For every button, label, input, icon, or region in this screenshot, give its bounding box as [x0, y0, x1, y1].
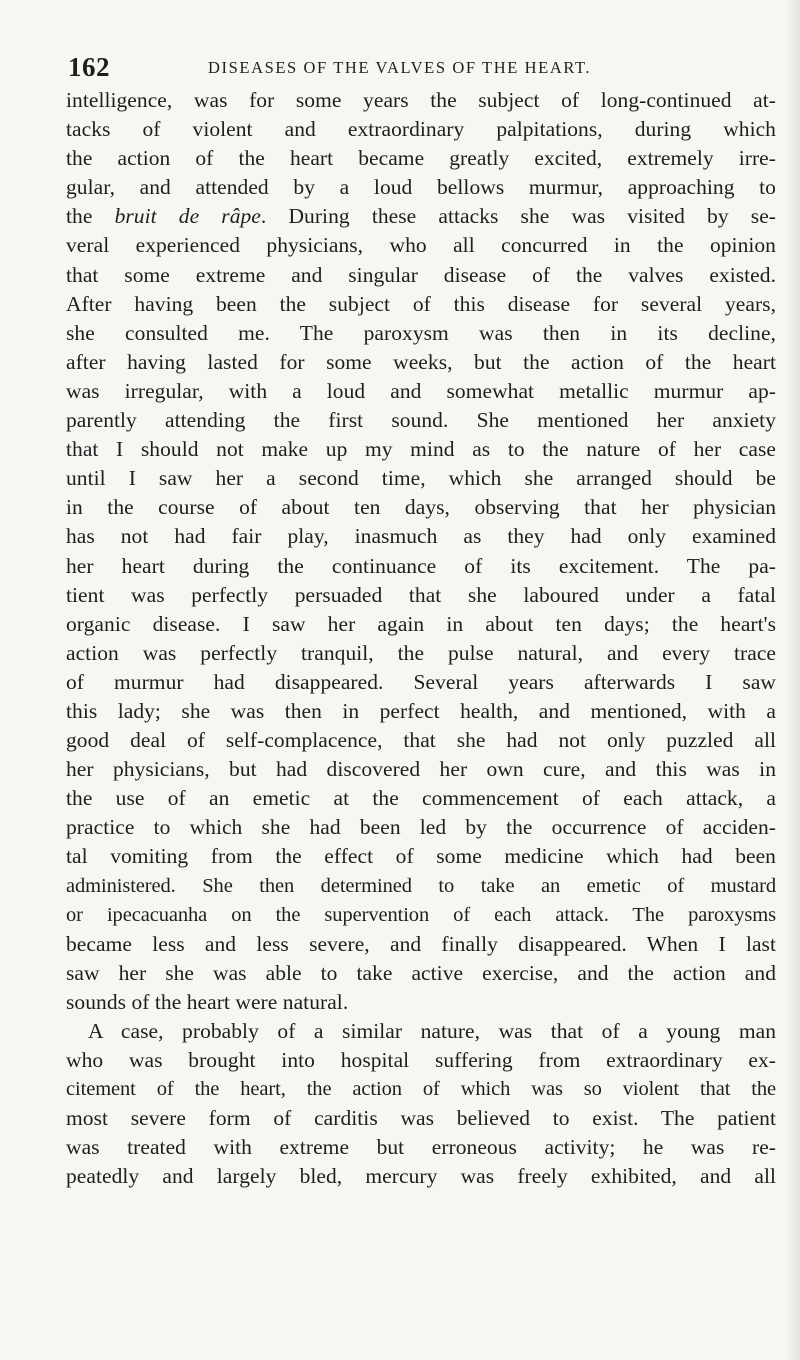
text-line: administered. She then determined to take an emetic of mustard: [66, 874, 776, 897]
text-line: the action of the heart became greatly excited, extremely irre-: [66, 146, 776, 171]
text-line: was irregular, with a loud and somewhat metallic murmur ap-: [66, 378, 776, 403]
text-line: good deal of self-complacence, that she had not only puzzled all: [66, 728, 776, 753]
text-line: was treated with extreme but erroneous activity; he was re-: [66, 1135, 776, 1160]
text-line: veral experienced physicians, who all concurred in the opinion: [66, 233, 776, 258]
text-line: after having lasted for some weeks, but the action of the heart: [66, 349, 776, 374]
text-line: tacks of violent and extraordinary palpitations, during which: [66, 117, 776, 142]
text-line: peatedly and largely bled, mercury was freely exhibited, and all: [66, 1164, 776, 1189]
text-line: that some extreme and singular disease of the valves existed.: [66, 262, 776, 287]
paragraph-end-line: sounds of the heart were natural.: [66, 989, 349, 1014]
text-line: saw her she was able to take active exercise, and the action and: [66, 960, 776, 985]
text-line: practice to which she had been led by the occurrence of acciden-: [66, 815, 776, 840]
text-segment: the: [66, 204, 115, 229]
text-line: gular, and attended by a loud bellows murmur, approaching to: [66, 175, 776, 200]
text-line: [66, 202, 776, 231]
text-line: citement of the heart, the action of which was so violent that the: [66, 1078, 776, 1101]
paragraph-start-line: A case, probably of a similar nature, was that of a young man: [88, 1019, 776, 1043]
text-line: her physicians, but had discovered her own cure, and this was in: [66, 757, 776, 782]
text-line: the use of an emetic at the commencement of each attack, a: [66, 786, 776, 811]
text-line: parently attending the first sound. She mentioned her anxiety: [66, 408, 776, 433]
text-line: until I saw her a second time, which she arranged should be: [66, 466, 776, 491]
body-text: [66, 86, 776, 1192]
text-line: that I should not make up my mind as to the nature of her case: [66, 437, 776, 462]
running-title: DISEASES OF THE VALVES OF THE HEART.: [208, 58, 592, 77]
text-line: tient was perfectly persuaded that she laboured under a fatal: [66, 582, 776, 607]
italic-term: bruit de râpe: [114, 204, 261, 229]
text-line: of murmur had disappeared. Several years afterwards I saw: [66, 669, 776, 694]
text-line: has not had fair play, inasmuch as they had only examined: [66, 524, 776, 549]
text-segment: . During these attacks she was visited by se-: [260, 204, 776, 229]
text-line: or ipecacuanha on the supervention of each attack. The paroxysms: [66, 903, 776, 926]
page-edge-shadow: [786, 0, 800, 1360]
text-line: most severe form of carditis was believed to exist. The patient: [66, 1106, 776, 1131]
text-line: action was perfectly tranquil, the pulse natural, and every trace: [66, 640, 776, 665]
text-line: tal vomiting from the effect of some medicine which had been: [66, 844, 776, 869]
page-header: [68, 52, 768, 86]
text-line: in the course of about ten days, observing that her physician: [66, 495, 776, 520]
text-line: intelligence, was for some years the subject of long-continued at-: [66, 88, 776, 112]
page-number: 162: [68, 52, 110, 82]
text-line: After having been the subject of this disease for several years,: [66, 291, 776, 316]
text-line: her heart during the continuance of its excitement. The pa-: [66, 553, 776, 578]
text-line: who was brought into hospital suffering from extraordinary ex-: [66, 1048, 776, 1073]
text-line: organic disease. I saw her again in about ten days; the heart's: [66, 611, 776, 636]
text-line: became less and less severe, and finally disappeared. When I last: [66, 931, 776, 956]
text-line: she consulted me. The paroxysm was then in its decline,: [66, 320, 776, 345]
text-line: this lady; she was then in perfect health, and mentioned, with a: [66, 698, 776, 723]
